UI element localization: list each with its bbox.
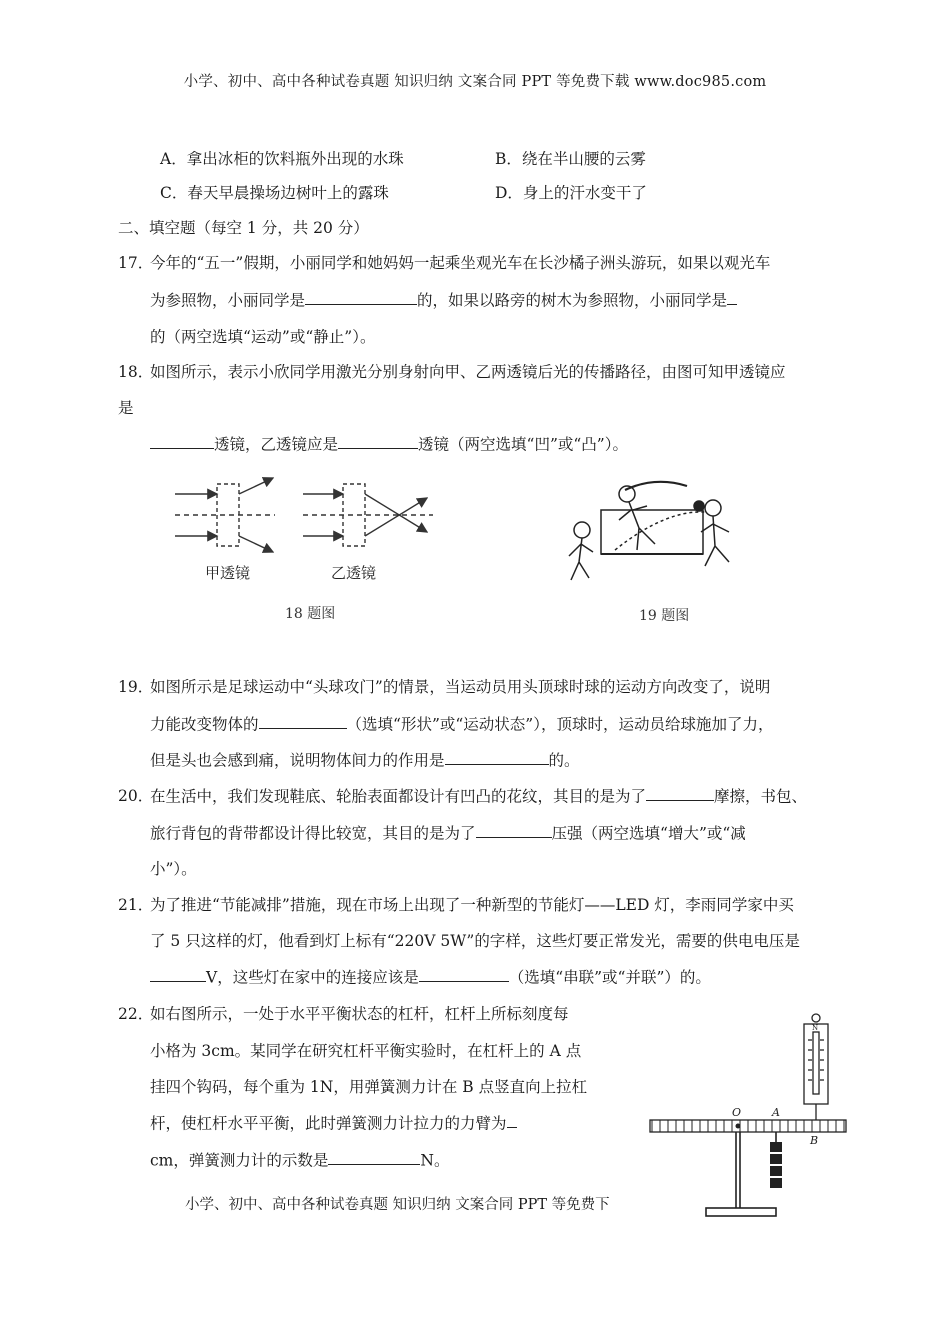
q18-line2: 是 (118, 399, 134, 417)
q21-line3 (150, 965, 711, 987)
q22-line4 (150, 1111, 517, 1133)
option-c: C．春天早晨操场边树叶上的露珠 (160, 184, 389, 202)
q20-line3: 小”）。 (150, 860, 197, 878)
motion-streak (625, 482, 687, 490)
q22-line1: 如右图所示，一处于水平平衡状态的杠杆，杠杆上所标刻度每 (150, 1005, 569, 1023)
q19-line3 (150, 748, 580, 770)
option-d: D．身上的汗水变干了 (495, 184, 647, 202)
q21-line2: 了 5 只这样的灯，他看到灯上标有“220V 5W”的字样，这些灯要正常发光，需要的供电电压是 (150, 932, 800, 950)
q18-line3-end: 透镜（两空选填“凹”或“凸”）。 (418, 435, 628, 454)
q18-blank-2 (338, 432, 418, 449)
q21-blank-2 (419, 965, 509, 982)
q20-blank-2 (476, 821, 552, 838)
stand-base (706, 1208, 776, 1216)
lens-b-diagram (303, 484, 433, 546)
q19-line3-end: 的。 (548, 751, 580, 770)
q17-line2-end: 的，如果以路旁的树木为参照物，小丽同学是 (417, 291, 728, 310)
fig18-caption: 18 题图 (285, 606, 336, 622)
q22-blank-2 (328, 1148, 420, 1165)
q21-blank-1 (150, 965, 206, 982)
q17-blank-1 (305, 288, 417, 305)
option-a: A．拿出冰柜的饮料瓶外出现的水珠 (160, 150, 404, 168)
spring-scale-body (804, 1024, 828, 1104)
goal-frame (601, 510, 703, 554)
q22-blank-1 (507, 1111, 517, 1128)
q22-line5-end: N。 (420, 1151, 450, 1170)
page-footer: 小学、初中、高中各种试卷真题 知识归纳 文案合同 PPT 等免费下 (185, 1197, 610, 1213)
ball-trajectory (615, 512, 705, 550)
q22-number: 22． (118, 1005, 154, 1023)
q18-line3 (150, 432, 628, 454)
q22-line2: 小格为 3cm。某同学在研究杠杆平衡实验时，在杠杆上的 A 点 (150, 1042, 582, 1060)
q21-line3-mid: V，这些灯在家中的连接应该是 (206, 968, 419, 987)
option-b: B．绕在半山腰的云雾 (495, 150, 646, 168)
q18-line3-mid: 透镜，乙透镜应是 (214, 435, 339, 454)
q20-line2-start: 旅行背包的背带都设计得比较宽，其目的是为了 (150, 824, 476, 843)
q19-blank-1 (259, 712, 347, 729)
section-title: 二、填空题（每空 1 分，共 20 分） (118, 219, 369, 237)
q22-line4-text: 杆，使杠杆水平平衡，此时弹簧测力计拉力的力臂为 (150, 1114, 507, 1133)
lens-figure (165, 470, 445, 630)
q20-line1-end: 摩擦，书包、 (714, 787, 808, 806)
q17-line2 (150, 288, 737, 310)
player-left-head (574, 522, 590, 538)
q18-line1: 如图所示，表示小欣同学用激光分别身射向甲、乙两透镜后光的传播路径，由图可知甲透镜应 (150, 363, 786, 381)
q19-number: 19． (118, 678, 154, 696)
q20-line1-start: 在生活中，我们发现鞋底、轮胎表面都设计有凹凸的花纹，其目的是为了 (150, 787, 647, 806)
header-ball-figure (555, 470, 765, 630)
q21-number: 21． (118, 896, 154, 914)
q19-line2 (150, 712, 773, 734)
q17-line3: 的（两空选填“运动”或“静止”）。 (150, 328, 376, 346)
q18-number: 18． (118, 363, 154, 381)
pivot-point (736, 1124, 741, 1129)
q22-line5 (150, 1148, 449, 1170)
scale-hook-ring (812, 1014, 820, 1022)
q18-blank-1 (150, 432, 214, 449)
q17-line1: 今年的“五一”假期，小丽同学和她妈妈一起乘坐观光车在长沙橘子洲头游玩，如果以观光车 (150, 254, 771, 272)
q19-line2-end: （选填“形状”或“运动状态”），顶球时，运动员给球施加了力， (346, 715, 774, 734)
q22-line5-start: cm，弹簧测力计的示数是 (150, 1151, 329, 1170)
q20-line2 (150, 821, 746, 843)
q19-line1: 如图所示是足球运动中“头球攻门”的情景，当运动员用头顶球时球的运动方向改变了，说明 (150, 678, 771, 696)
q19-line3-start: 但是头也会感到痛，说明物体间力的作用是 (150, 751, 445, 770)
lever-figure (640, 1010, 860, 1225)
q20-line2-end: 压强（两空选填“增大”或“减 (551, 824, 746, 843)
fig19-caption: 19 题图 (639, 608, 690, 624)
q17-blank-2 (727, 288, 737, 305)
hook-weights (770, 1142, 782, 1188)
q17-line2-start: 为参照物，小丽同学是 (150, 291, 306, 310)
label-b: B (810, 1134, 819, 1147)
label-a: A (772, 1106, 780, 1119)
label-o: O (732, 1106, 742, 1119)
q17-number: 17． (118, 254, 154, 272)
q19-line2-start: 力能改变物体的 (150, 715, 259, 734)
q20-number: 20． (118, 787, 154, 805)
label-n: N (812, 1024, 819, 1032)
q20-blank-1 (646, 784, 714, 801)
football (694, 501, 704, 511)
player-right-head (705, 500, 721, 516)
q22-line3: 挂四个钩码，每个重为 1N，用弹簧测力计在 B 点竖直向上拉杠 (150, 1078, 588, 1096)
q21-line1: 为了推进“节能减排”措施，现在市场上出现了一种新型的节能灯——LED 灯，李雨同学家中买 (150, 896, 794, 914)
q21-line3-end: （选填“串联”或“并联”）的。 (508, 968, 711, 987)
lens-a-label: 甲透镜 (205, 564, 251, 582)
q19-blank-2 (445, 748, 549, 765)
page-header: 小学、初中、高中各种试卷真题 知识归纳 文案合同 PPT 等免费下载 www.doc985.com (183, 74, 767, 90)
lens-b-label: 乙透镜 (331, 564, 377, 582)
q20-line1 (150, 784, 807, 806)
lens-a-diagram (175, 478, 275, 552)
